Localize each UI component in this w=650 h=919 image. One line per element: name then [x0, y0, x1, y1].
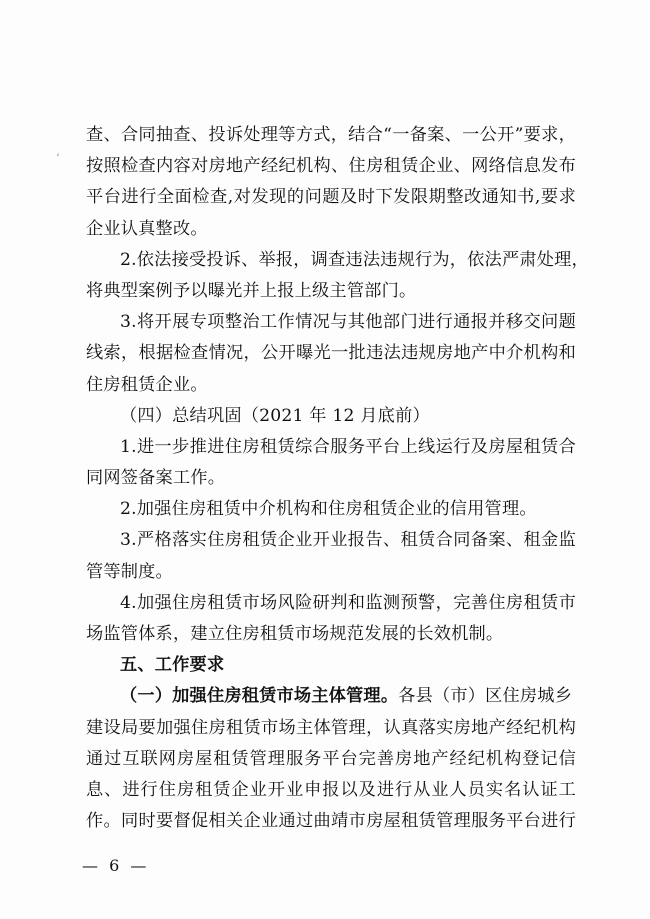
page-number: — 6 — — [82, 856, 150, 875]
body-text — [86, 120, 589, 837]
text-line: 3.将开展专项整治工作情况与其他部门进行通报并移交问题 — [120, 312, 576, 333]
text-line: 3.严格落实住房租赁企业开业报告、租赁合同备案、租金监 — [120, 530, 576, 551]
section-subheading: （四）总结巩固（2021 年 12 月底前） — [120, 405, 430, 426]
section-heading: 五、工作要求 — [120, 655, 225, 676]
subsection-title: （一）加强住房租赁市场主体管理。 — [120, 686, 399, 707]
text-line: 将典型案例予以曝光并上报上级主管部门。 — [86, 280, 417, 301]
text-line: 线索，根据检查情况，公开曝光一批违法违规房地产中介机构和 — [86, 343, 576, 364]
text-line: 2.加强住房租赁中介机构和住房租赁企业的信用管理。 — [120, 499, 537, 520]
text-line: 管等制度。 — [86, 561, 173, 582]
text-line: 平台进行全面检查,对发现的问题及时下发限期整改通知书,要求 — [86, 187, 576, 208]
text-line: 按照检查内容对房地产经纪机构、住房租赁企业、网络信息发布 — [86, 156, 576, 177]
margin-mark: ، — [56, 146, 60, 159]
text-line: 建设局要加强住房租赁市场主体管理，认真落实房地产经纪机构 — [86, 717, 576, 738]
text-run: 各县（市）区住房城乡 — [398, 686, 573, 707]
text-line — [86, 681, 576, 712]
text-line: 通过互联网房屋租赁管理服务平台完善房地产经纪机构登记信 — [86, 748, 576, 769]
text-line: 2.依法接受投诉、举报，调查违法违规行为，依法严肃处理， — [120, 249, 589, 270]
text-line: 住房租赁企业。 — [86, 374, 208, 395]
text-line: 作。同时要督促相关企业通过曲靖市房屋租赁管理服务平台进行 — [86, 811, 576, 832]
text-line: 同网签备案工作。 — [86, 468, 226, 489]
text-line: 4.加强住房租赁市场风险研判和监测预警，完善住房租赁市 — [120, 592, 576, 613]
text-line: 查、合同抽查、投诉处理等方式，结合“一备案、一公开”要求， — [86, 125, 576, 145]
text-line: 场监管体系，建立住房租赁市场规范发展的长效机制。 — [86, 624, 504, 644]
text-line: 企业认真整改。 — [86, 218, 208, 239]
text-line: 息、进行住房租赁企业开业申报以及进行从业人员实名认证工 — [86, 779, 576, 800]
text-line: 1.进一步推进住房租赁综合服务平台上线运行及房屋租赁合 — [120, 436, 576, 457]
